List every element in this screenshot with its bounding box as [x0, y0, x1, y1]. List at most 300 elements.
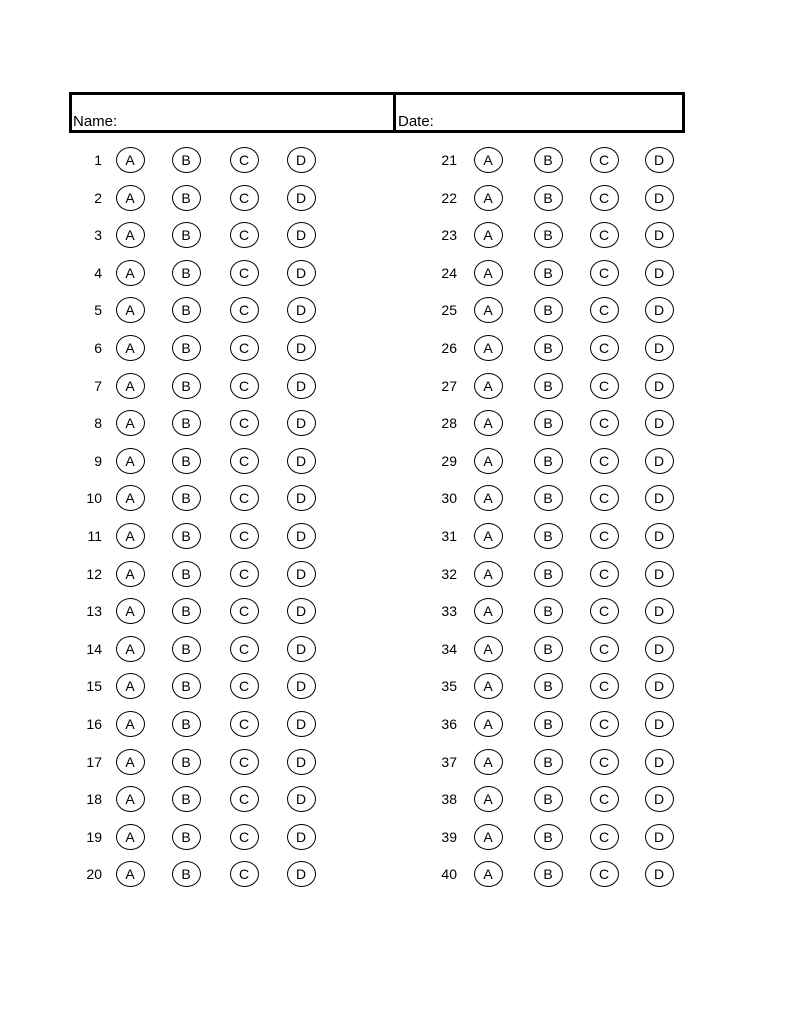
bubble-letter: A — [483, 528, 493, 544]
answer-bubble-a[interactable] — [116, 222, 145, 248]
bubble-letter: A — [125, 828, 135, 845]
answer-bubble-d[interactable] — [287, 711, 316, 737]
answer-bubble-c[interactable] — [590, 297, 619, 323]
bubble-letter: A — [125, 716, 135, 732]
answer-bubble-a[interactable] — [116, 824, 145, 850]
bubble-letter: C — [238, 866, 250, 883]
answer-bubble-c[interactable] — [590, 335, 619, 361]
answer-bubble-b[interactable] — [534, 673, 563, 699]
bubble-letter: B — [543, 565, 553, 582]
answer-bubble-a[interactable] — [116, 711, 145, 737]
bubble-letter: C — [238, 791, 250, 808]
question-number: 28 — [441, 415, 457, 432]
bubble-letter: D — [295, 340, 307, 356]
answer-bubble-d[interactable] — [645, 561, 674, 587]
bubble-letter: A — [483, 340, 493, 356]
answer-bubble-b[interactable] — [534, 485, 563, 511]
question-number: 36 — [441, 716, 457, 732]
bubble-letter: C — [238, 264, 250, 281]
bubble-letter: A — [125, 603, 135, 620]
answer-bubble-a[interactable] — [474, 147, 503, 173]
answer-bubble-b[interactable] — [534, 185, 563, 211]
bubble-letter: B — [181, 753, 191, 770]
answer-bubble-a[interactable] — [474, 185, 503, 211]
bubble-letter: B — [181, 302, 191, 319]
answer-bubble-d[interactable] — [645, 749, 674, 775]
answer-bubble-b[interactable] — [172, 147, 201, 173]
bubble-letter: A — [125, 565, 135, 582]
bubble-letter: A — [125, 189, 135, 206]
bubble-letter: C — [598, 753, 610, 770]
answer-bubble-b[interactable] — [172, 824, 201, 850]
question-number: 14 — [86, 640, 102, 657]
answer-bubble-c[interactable] — [230, 185, 259, 211]
bubble-letter: B — [543, 490, 553, 507]
bubble-letter: C — [598, 565, 610, 582]
answer-bubble-b[interactable] — [172, 636, 201, 662]
answer-bubble-a[interactable] — [116, 786, 145, 812]
answer-bubble-d[interactable] — [287, 673, 316, 699]
question-number: 3 — [94, 227, 102, 244]
answer-bubble-b[interactable] — [172, 561, 201, 587]
answer-bubble-b[interactable] — [172, 749, 201, 775]
answer-bubble-d[interactable] — [287, 523, 316, 549]
answer-bubble-d[interactable] — [645, 598, 674, 624]
answer-bubble-d[interactable] — [287, 297, 316, 323]
answer-bubble-a[interactable] — [116, 335, 145, 361]
bubble-letter: B — [543, 452, 553, 469]
answer-bubble-a[interactable] — [116, 297, 145, 323]
answer-bubble-c[interactable] — [590, 598, 619, 624]
bubble-letter: C — [598, 340, 610, 356]
answer-bubble-d[interactable] — [287, 598, 316, 624]
answer-bubble-a[interactable] — [116, 749, 145, 775]
bubble-letter: D — [295, 603, 307, 620]
answer-bubble-c[interactable] — [590, 260, 619, 286]
bubble-letter: A — [483, 452, 493, 469]
bubble-letter: D — [295, 415, 307, 432]
question-number: 22 — [441, 189, 457, 206]
answer-bubble-d[interactable] — [287, 185, 316, 211]
answer-bubble-d[interactable] — [645, 786, 674, 812]
answer-bubble-b[interactable] — [172, 410, 201, 436]
bubble-letter: D — [653, 866, 665, 883]
answer-bubble-b[interactable] — [172, 222, 201, 248]
answer-bubble-c[interactable] — [230, 523, 259, 549]
answer-bubble-b[interactable] — [534, 786, 563, 812]
bubble-letter: D — [653, 302, 665, 319]
bubble-letter: B — [543, 828, 553, 845]
answer-bubble-d[interactable] — [645, 523, 674, 549]
bubble-letter: D — [295, 640, 307, 657]
question-number: 15 — [86, 678, 102, 695]
answer-bubble-d[interactable] — [645, 297, 674, 323]
name-label: Name: — [73, 113, 118, 130]
answer-bubble-b[interactable] — [534, 147, 563, 173]
answer-bubble-c[interactable] — [590, 448, 619, 474]
answer-bubble-c[interactable] — [230, 673, 259, 699]
answer-bubble-b[interactable] — [172, 673, 201, 699]
answer-bubble-d[interactable] — [287, 561, 316, 587]
bubble-letter: A — [483, 866, 493, 883]
bubble-letter: C — [598, 452, 610, 469]
answer-bubble-b[interactable] — [172, 786, 201, 812]
answer-bubble-c[interactable] — [590, 636, 619, 662]
question-number: 19 — [86, 828, 102, 845]
answer-bubble-d[interactable] — [287, 824, 316, 850]
bubble-letter: A — [483, 603, 493, 620]
bubble-letter: C — [238, 490, 250, 507]
answer-bubble-c[interactable] — [590, 824, 619, 850]
bubble-letter: D — [295, 528, 307, 544]
bubble-letter: A — [483, 415, 493, 432]
bubble-letter: A — [125, 415, 135, 432]
answer-bubble-c[interactable] — [230, 448, 259, 474]
answer-bubble-d[interactable] — [287, 786, 316, 812]
answer-bubble-b[interactable] — [172, 485, 201, 511]
bubble-letter: B — [543, 603, 553, 620]
bubble-letter: A — [125, 528, 135, 544]
answer-bubble-b[interactable] — [172, 861, 201, 887]
answer-bubble-c[interactable] — [230, 824, 259, 850]
bubble-letter: C — [238, 753, 250, 770]
bubble-letter: A — [483, 678, 493, 695]
answer-bubble-b[interactable] — [172, 335, 201, 361]
answer-bubble-d[interactable] — [645, 373, 674, 399]
answer-bubble-a[interactable] — [474, 410, 503, 436]
bubble-letter: B — [181, 640, 191, 657]
bubble-letter: B — [181, 415, 191, 432]
answer-bubble-c[interactable] — [230, 711, 259, 737]
answer-bubble-d[interactable] — [645, 185, 674, 211]
bubble-letter: A — [125, 264, 135, 281]
answer-bubble-c[interactable] — [590, 373, 619, 399]
answer-bubble-a[interactable] — [474, 749, 503, 775]
question-number: 24 — [441, 264, 457, 281]
bubble-letter: B — [181, 565, 191, 582]
answer-bubble-a[interactable] — [474, 373, 503, 399]
answer-bubble-c[interactable] — [230, 335, 259, 361]
answer-bubble-a[interactable] — [474, 598, 503, 624]
answer-bubble-c[interactable] — [230, 598, 259, 624]
bubble-letter: D — [295, 227, 307, 244]
question-number: 8 — [94, 415, 102, 432]
bubble-letter: B — [543, 302, 553, 319]
bubble-letter: D — [653, 528, 665, 544]
answer-bubble-a[interactable] — [116, 598, 145, 624]
bubble-letter: D — [653, 640, 665, 657]
answer-bubble-d[interactable] — [287, 410, 316, 436]
answer-bubble-b[interactable] — [172, 711, 201, 737]
answer-bubble-d[interactable] — [287, 636, 316, 662]
bubble-letter: B — [181, 528, 191, 544]
answer-bubble-b[interactable] — [534, 335, 563, 361]
answer-bubble-a[interactable] — [474, 523, 503, 549]
question-number: 30 — [441, 490, 457, 507]
bubble-letter: D — [653, 264, 665, 281]
bubble-letter: B — [543, 377, 553, 394]
answer-bubble-b[interactable] — [534, 598, 563, 624]
answer-bubble-d[interactable] — [287, 448, 316, 474]
answer-bubble-d[interactable] — [287, 861, 316, 887]
question-number: 7 — [94, 377, 102, 394]
bubble-letter: D — [295, 452, 307, 469]
answer-bubble-b[interactable] — [534, 297, 563, 323]
bubble-letter: D — [295, 302, 307, 319]
answer-bubble-a[interactable] — [474, 260, 503, 286]
question-number: 35 — [441, 678, 457, 695]
answer-bubble-b[interactable] — [534, 448, 563, 474]
bubble-letter: D — [653, 791, 665, 808]
answer-bubble-c[interactable] — [590, 749, 619, 775]
answer-bubble-c[interactable] — [590, 561, 619, 587]
bubble-letter: B — [181, 828, 191, 845]
answer-bubble-a[interactable] — [116, 185, 145, 211]
bubble-letter: A — [125, 866, 135, 883]
answer-bubble-d[interactable] — [287, 373, 316, 399]
answer-bubble-a[interactable] — [116, 636, 145, 662]
answer-bubble-c[interactable] — [230, 222, 259, 248]
bubble-letter: B — [543, 640, 553, 657]
answer-bubble-c[interactable] — [590, 523, 619, 549]
answer-bubble-b[interactable] — [534, 523, 563, 549]
question-number: 40 — [441, 866, 457, 883]
answer-bubble-d[interactable] — [645, 410, 674, 436]
answer-bubble-a[interactable] — [474, 297, 503, 323]
answer-bubble-b[interactable] — [534, 749, 563, 775]
answer-bubble-a[interactable] — [116, 260, 145, 286]
answer-bubble-c[interactable] — [230, 260, 259, 286]
answer-bubble-c[interactable] — [230, 861, 259, 887]
bubble-letter: C — [238, 189, 250, 206]
answer-bubble-d[interactable] — [645, 673, 674, 699]
bubble-letter: C — [598, 152, 610, 168]
bubble-letter: B — [543, 866, 553, 883]
answer-bubble-d[interactable] — [287, 335, 316, 361]
bubble-letter: A — [483, 640, 493, 657]
answer-bubble-a[interactable] — [474, 335, 503, 361]
bubble-letter: D — [295, 866, 307, 883]
bubble-letter: C — [598, 377, 610, 394]
bubble-letter: B — [181, 189, 191, 206]
bubble-letter: D — [295, 264, 307, 281]
bubble-letter: C — [598, 716, 610, 732]
bubble-letter: D — [653, 452, 665, 469]
answer-bubble-a[interactable] — [474, 861, 503, 887]
bubble-letter: D — [653, 377, 665, 394]
answer-bubble-c[interactable] — [230, 786, 259, 812]
header-divider — [393, 92, 396, 133]
answer-bubble-b[interactable] — [534, 824, 563, 850]
bubble-letter: A — [483, 716, 493, 732]
question-number: 9 — [94, 452, 102, 469]
answer-bubble-b[interactable] — [534, 636, 563, 662]
answer-bubble-b[interactable] — [172, 448, 201, 474]
bubble-letter: C — [598, 678, 610, 695]
answer-bubble-b[interactable] — [172, 297, 201, 323]
answer-bubble-a[interactable] — [474, 824, 503, 850]
answer-bubble-a[interactable] — [474, 636, 503, 662]
bubble-letter: B — [543, 678, 553, 695]
bubble-letter: C — [598, 828, 610, 845]
bubble-letter: B — [181, 866, 191, 883]
bubble-letter: C — [238, 565, 250, 582]
answer-bubble-a[interactable] — [474, 222, 503, 248]
answer-bubble-b[interactable] — [534, 373, 563, 399]
answer-bubble-b[interactable] — [534, 222, 563, 248]
answer-bubble-a[interactable] — [474, 448, 503, 474]
answer-bubble-a[interactable] — [116, 561, 145, 587]
bubble-letter: D — [295, 565, 307, 582]
answer-bubble-c[interactable] — [230, 561, 259, 587]
bubble-letter: C — [598, 866, 610, 883]
answer-bubble-d[interactable] — [287, 749, 316, 775]
question-number: 25 — [441, 302, 457, 319]
answer-bubble-a[interactable] — [116, 861, 145, 887]
answer-bubble-c[interactable] — [590, 410, 619, 436]
answer-bubble-a[interactable] — [474, 673, 503, 699]
answer-bubble-a[interactable] — [116, 673, 145, 699]
answer-bubble-d[interactable] — [287, 147, 316, 173]
answer-bubble-c[interactable] — [590, 222, 619, 248]
bubble-letter: A — [483, 189, 493, 206]
answer-bubble-d[interactable] — [287, 485, 316, 511]
answer-bubble-b[interactable] — [172, 373, 201, 399]
answer-bubble-b[interactable] — [534, 410, 563, 436]
header-box — [69, 92, 685, 133]
answer-bubble-a[interactable] — [116, 373, 145, 399]
answer-bubble-c[interactable] — [590, 147, 619, 173]
answer-bubble-b[interactable] — [534, 260, 563, 286]
answer-bubble-d[interactable] — [645, 448, 674, 474]
bubble-letter: A — [483, 264, 493, 281]
answer-bubble-c[interactable] — [230, 410, 259, 436]
question-number: 13 — [86, 603, 102, 620]
answer-bubble-c[interactable] — [590, 786, 619, 812]
question-number: 1 — [94, 152, 102, 168]
bubble-letter: A — [125, 302, 135, 319]
answer-bubble-c[interactable] — [230, 749, 259, 775]
answer-bubble-b[interactable] — [172, 260, 201, 286]
bubble-letter: A — [125, 377, 135, 394]
question-number: 16 — [86, 716, 102, 732]
bubble-letter: D — [653, 828, 665, 845]
answer-bubble-c[interactable] — [590, 185, 619, 211]
bubble-letter: C — [238, 678, 250, 695]
answer-bubble-d[interactable] — [287, 260, 316, 286]
date-label: Date: — [398, 113, 434, 130]
answer-bubble-d[interactable] — [645, 147, 674, 173]
bubble-letter: D — [295, 678, 307, 695]
answer-bubble-d[interactable] — [645, 260, 674, 286]
answer-bubble-b[interactable] — [172, 185, 201, 211]
answer-bubble-b[interactable] — [172, 523, 201, 549]
bubble-letter: C — [238, 603, 250, 620]
answer-bubble-d[interactable] — [645, 636, 674, 662]
answer-bubble-d[interactable] — [645, 861, 674, 887]
answer-bubble-c[interactable] — [230, 636, 259, 662]
bubble-letter: D — [295, 189, 307, 206]
answer-bubble-d[interactable] — [645, 335, 674, 361]
question-number: 38 — [441, 791, 457, 808]
answer-bubble-b[interactable] — [534, 561, 563, 587]
bubble-letter: A — [483, 791, 493, 808]
bubble-letter: C — [598, 603, 610, 620]
answer-bubble-a[interactable] — [474, 561, 503, 587]
answer-bubble-a[interactable] — [116, 485, 145, 511]
bubble-letter: A — [483, 377, 493, 394]
question-number: 5 — [94, 302, 102, 319]
bubble-letter: B — [181, 340, 191, 356]
answer-bubble-b[interactable] — [534, 711, 563, 737]
bubble-letter: B — [181, 490, 191, 507]
question-number: 6 — [94, 340, 102, 356]
bubble-letter: C — [598, 528, 610, 544]
answer-bubble-c[interactable] — [590, 711, 619, 737]
question-number: 26 — [441, 340, 457, 356]
answer-bubble-c[interactable] — [590, 485, 619, 511]
answer-bubble-a[interactable] — [116, 410, 145, 436]
bubble-letter: D — [653, 189, 665, 206]
question-number: 20 — [86, 866, 102, 883]
answer-bubble-a[interactable] — [474, 786, 503, 812]
bubble-letter: C — [238, 340, 250, 356]
bubble-letter: A — [125, 753, 135, 770]
bubble-letter: A — [125, 452, 135, 469]
bubble-letter: D — [653, 227, 665, 244]
answer-bubble-c[interactable] — [230, 485, 259, 511]
bubble-letter: A — [125, 640, 135, 657]
answer-bubble-b[interactable] — [534, 861, 563, 887]
bubble-letter: A — [125, 340, 135, 356]
answer-bubble-a[interactable] — [116, 147, 145, 173]
bubble-letter: B — [543, 415, 553, 432]
answer-bubble-a[interactable] — [474, 711, 503, 737]
answer-bubble-d[interactable] — [645, 222, 674, 248]
answer-bubble-d[interactable] — [645, 824, 674, 850]
answer-bubble-d[interactable] — [645, 485, 674, 511]
answer-bubble-b[interactable] — [172, 598, 201, 624]
answer-bubble-c[interactable] — [590, 861, 619, 887]
question-number: 11 — [87, 528, 102, 544]
bubble-letter: A — [125, 791, 135, 808]
question-number: 2 — [94, 189, 102, 206]
answer-bubble-c[interactable] — [230, 147, 259, 173]
bubble-letter: C — [238, 415, 250, 432]
bubble-letter: B — [181, 603, 191, 620]
bubble-letter: C — [598, 415, 610, 432]
bubble-letter: C — [238, 452, 250, 469]
bubble-letter: D — [295, 716, 307, 732]
answer-bubble-a[interactable] — [116, 448, 145, 474]
answer-bubble-d[interactable] — [645, 711, 674, 737]
bubble-letter: C — [238, 152, 250, 168]
bubble-letter: B — [543, 791, 553, 808]
question-number: 17 — [86, 753, 102, 770]
answer-bubble-c[interactable] — [590, 673, 619, 699]
answer-bubble-c[interactable] — [230, 373, 259, 399]
bubble-letter: A — [125, 678, 135, 695]
answer-bubble-a[interactable] — [474, 485, 503, 511]
answer-bubble-d[interactable] — [287, 222, 316, 248]
answer-bubble-a[interactable] — [116, 523, 145, 549]
question-number: 37 — [441, 753, 457, 770]
bubble-letter: C — [598, 640, 610, 657]
question-number: 31 — [441, 528, 457, 544]
bubble-letter: A — [125, 227, 135, 244]
question-number: 27 — [441, 377, 457, 394]
answer-bubble-c[interactable] — [230, 297, 259, 323]
